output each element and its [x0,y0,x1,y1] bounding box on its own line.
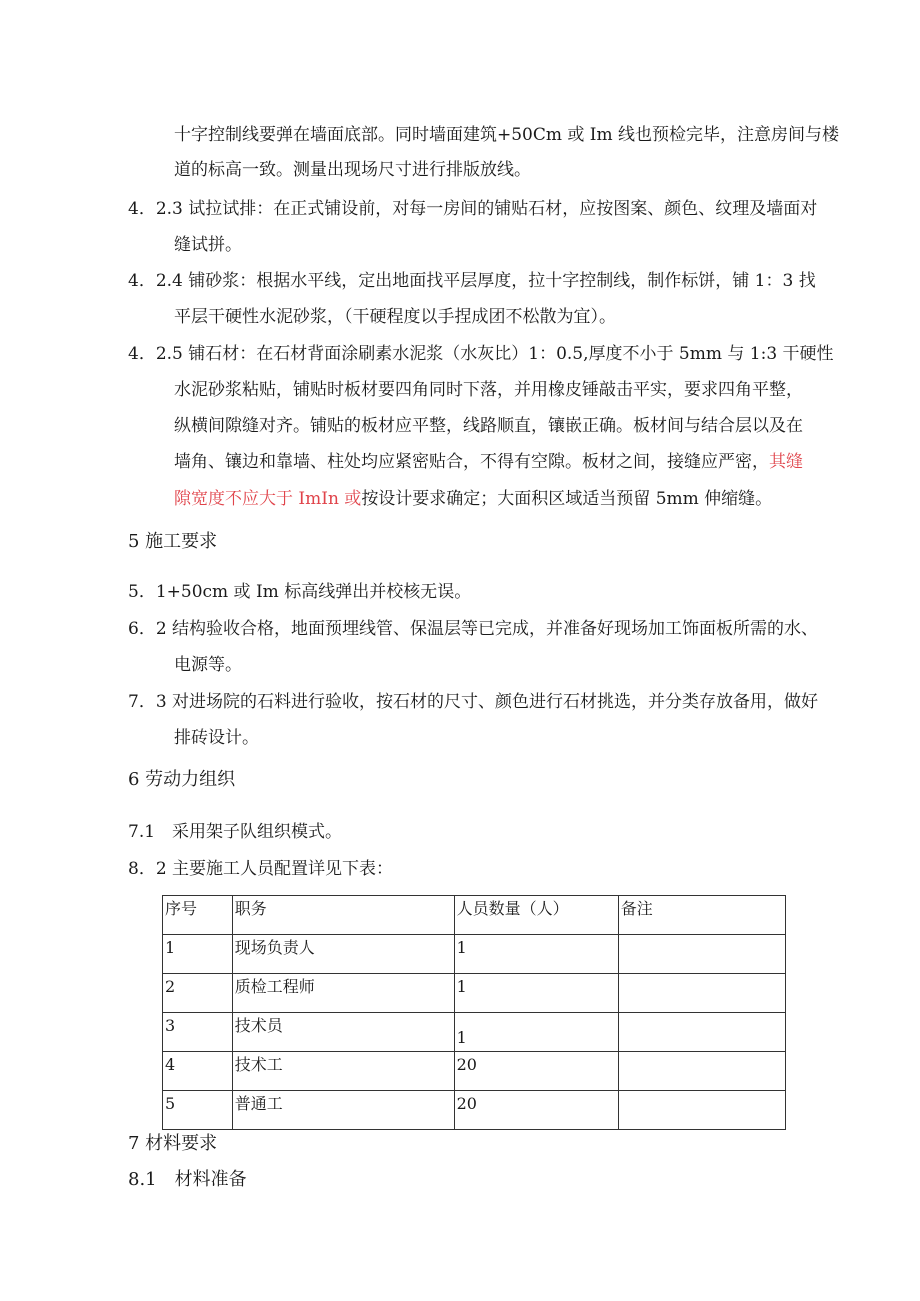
table-row [163,1052,786,1091]
section-6-item-1: 7.1 采用架子队组织模式。 [128,822,343,842]
para-4-2-5-line5 [174,487,772,511]
para-4-2-5-line4 [174,450,803,474]
table-row [163,974,786,1013]
table-cell: 2 [163,974,233,1013]
table-cell [618,1091,785,1130]
table-cell [618,974,785,1013]
section-6-item-2: 8．2 主要施工人员配置详见下表： [128,859,394,879]
header-cell-remarks: 备注 [618,896,785,935]
table-cell: 1 [454,1013,618,1052]
table-cell: 4 [163,1052,233,1091]
para-4-2-3-line1: 4．2.3 试拉试排：在正式铺设前，对每一房间的铺贴石材，应按图案、颜色、纹理及墙面对 [128,199,818,219]
section-7-item-1: 8.1 材料准备 [128,1169,247,1190]
para-4-2-4-line2: 平层干硬性水泥砂浆，（干硬程度以手捏成团不松散为宜）。 [174,307,616,327]
header-cell-count: 人员数量（人） [454,896,618,935]
section-5-item-1: 5．1+50cm 或 Im 标高线弹出并校核无误。 [128,582,472,602]
table-cell [618,1052,785,1091]
highlighted-text: 隙宽度不应大于 ImIn 或 [174,489,362,509]
table-cell: 质检工程师 [232,974,454,1013]
table-cell: 5 [163,1091,233,1130]
para-4-2-5-line2: 水泥砂浆粘贴，铺贴时板材要四角同时下落，并用橡皮锤敲击平实，要求四角平整， [174,380,803,400]
para-4-2-2-line2: 道的标高一致。测量出现场尺寸进行排版放线。 [174,160,531,180]
para-4-2-5-line5-text: 按设计要求确定；大面积区域适当预留 5mm 伸缩缝。 [361,489,773,509]
table-row [163,935,786,974]
para-4-2-5-line3: 纵横间隙缝对齐。铺贴的板材应平整，线路顺直，镶嵌正确。板材间与结合层以及在 [174,416,803,436]
table-cell: 20 [454,1052,618,1091]
table-cell [618,1013,785,1052]
para-4-2-4-line1: 4．2.4 铺砂浆：根据水平线，定出地面找平层厚度，拉十字控制线，制作标饼，铺 1：3 找 [128,271,816,291]
table-cell: 技术员 [232,1013,454,1052]
table-cell: 普通工 [232,1091,454,1130]
table-cell: 3 [163,1013,233,1052]
staff-table [162,895,786,1130]
table-cell: 1 [454,974,618,1013]
table-row [163,1091,786,1130]
section-5-item-2-line2: 电源等。 [174,655,242,675]
para-4-2-5-line4-text: 墙角、镶边和靠墙、柱处均应紧密贴合，不得有空隙。板材之间，接缝应严密， [174,452,769,472]
section-6-heading: 6 劳动力组织 [128,769,236,790]
table-cell: 20 [454,1091,618,1130]
section-5-heading: 5 施工要求 [128,531,218,552]
table-row [163,1013,786,1052]
table-cell: 1 [454,935,618,974]
section-7-heading: 7 材料要求 [128,1133,218,1154]
section-5-item-2-line1: 6．2 结构验收合格，地面预埋线管、保温层等已完成，并准备好现场加工饰面板所需的水、 [128,619,819,639]
table-header-row [163,896,786,935]
section-5-item-3-line2: 排砖设计。 [174,728,259,748]
para-4-2-3-line2: 缝试拼。 [174,235,242,255]
highlighted-text: 其缝 [769,452,803,472]
table-cell: 现场负责人 [232,935,454,974]
para-4-2-2-line1: 十字控制线要弹在墙面底部。同时墙面建筑+50Cm 或 Im 线也预检完毕，注意房间与楼 [174,125,840,145]
para-4-2-5-line1: 4．2.5 铺石材：在石材背面涂刷素水泥浆（水灰比）1：0.5,厚度不小于 5mm 与 1:3 干硬性 [128,344,834,364]
header-cell-index: 序号 [163,896,233,935]
table-cell [618,935,785,974]
table-cell: 技术工 [232,1052,454,1091]
section-5-item-3-line1: 7．3 对进场院的石料进行验收，按石材的尺寸、颜色进行石材挑选，并分类存放备用，做好 [128,692,819,712]
table-cell: 1 [163,935,233,974]
header-cell-position: 职务 [232,896,454,935]
